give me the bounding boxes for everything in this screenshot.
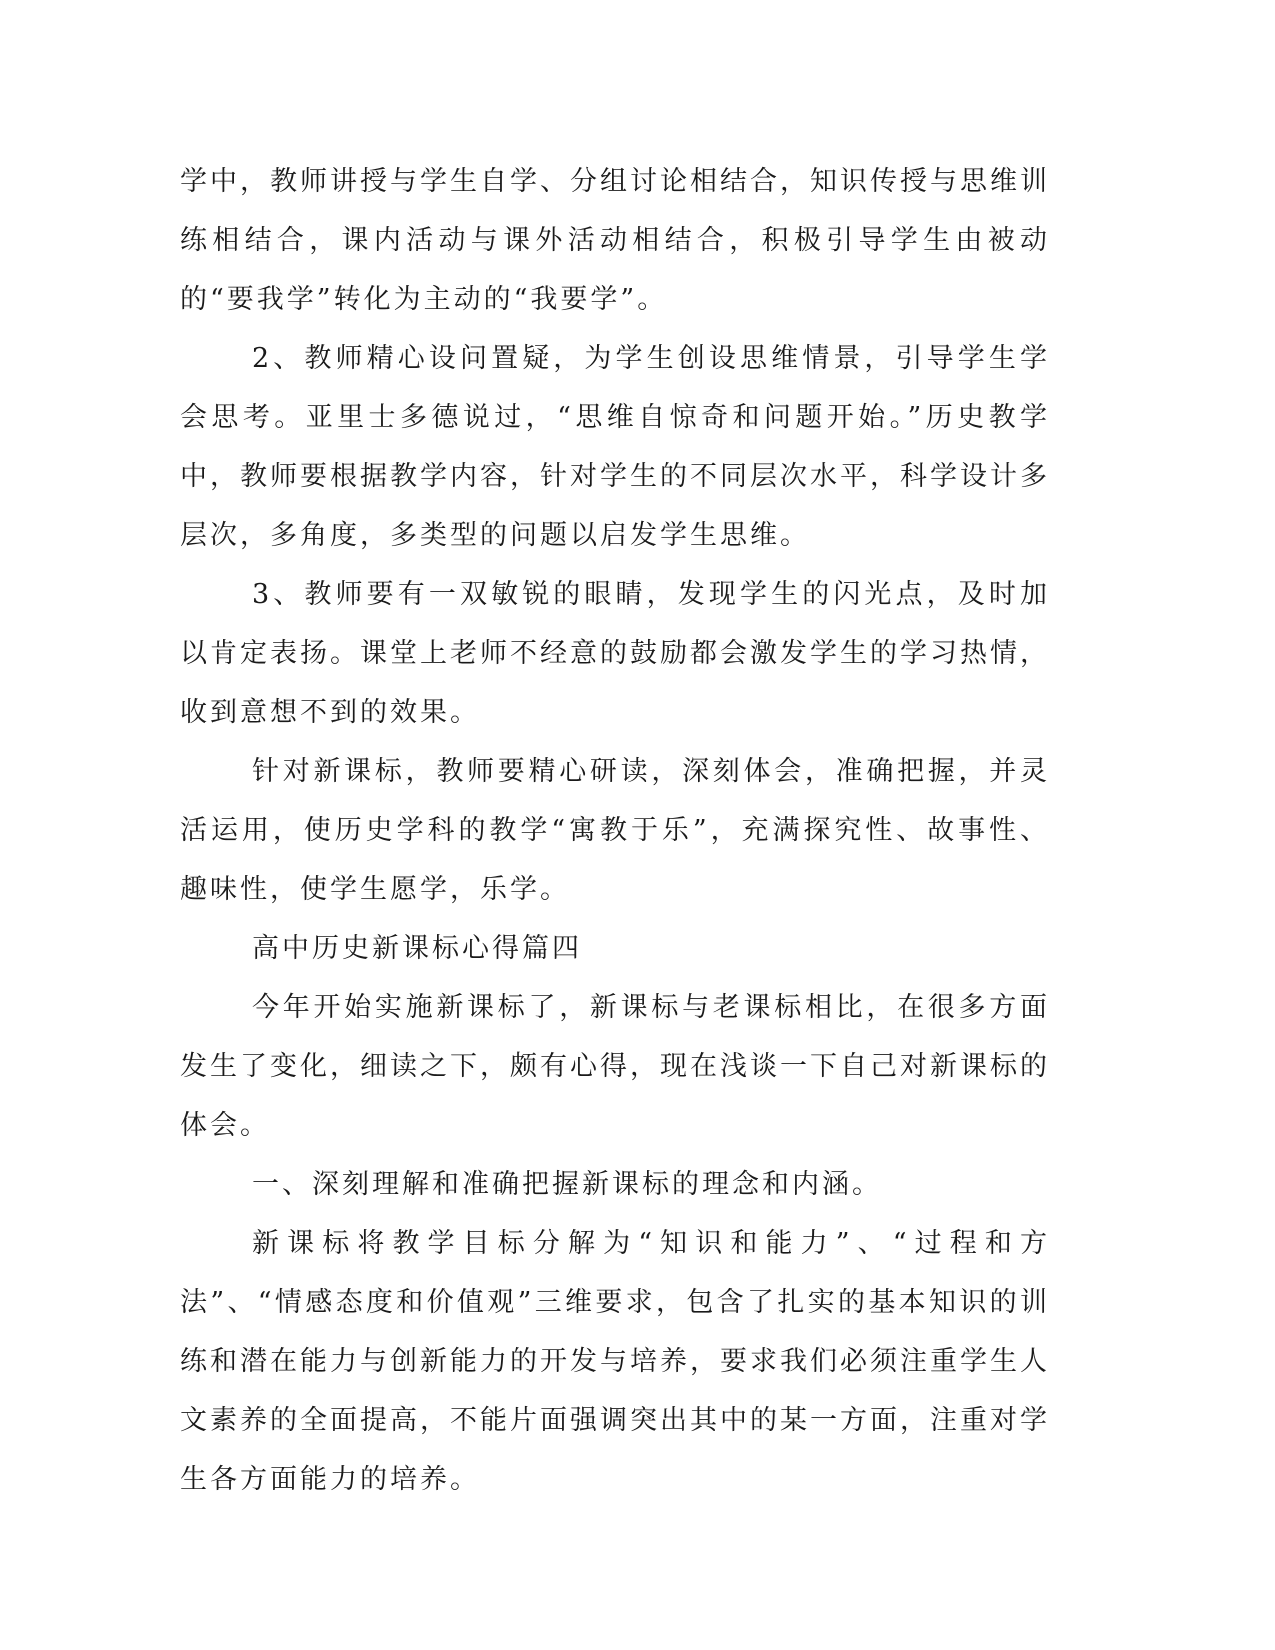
paragraph-continuation: 学中，教师讲授与学生自学、分组讨论相结合，知识传授与思维训练相结合，课内活动与课外活动相结合，积极引导学生由被动的“要我学”转化为主动的“我要学”。 [180,166,1050,315]
paragraph-point-2: 2、教师精心设问置疑，为学生创设思维情景，引导学生学会思考。亚里士多德说过，“思维自惊奇和问题开始。”历史教学中，教师要根据教学内容，针对学生的不同层次水平，科学设计多层次，多角度，多类型的问题以启发学生思维。 [180,343,1050,551]
paragraph-point-3: 3、教师要有一双敏锐的眼睛，发现学生的闪光点，及时加以肯定表扬。课堂上老师不经意的鼓励都会激发学生的学习热情，收到意想不到的效果。 [180,579,1050,728]
paragraph-intro: 今年开始实施新课标了，新课标与老课标相比，在很多方面发生了变化，细读之下，颇有心得，现在浅谈一下自己对新课标的体会。 [180,992,1050,1141]
paragraph-goals: 新课标将教学目标分解为“知识和能力”、“过程和方法”、“情感态度和价值观”三维要求，包含了扎实的基本知识的训练和潜在能力与创新能力的开发与培养，要求我们必须注重学生人文素养的全面提高，不能片面强调突出其中的某一方面，注重对学生各方面能力的培养。 [180,1228,1050,1495]
paragraph-subheading-1: 一、深刻理解和准确把握新课标的理念和内涵。 [252,1169,882,1200]
paragraph-conclusion: 针对新课标，教师要精心研读，深刻体会，准确把握，并灵活运用，使历史学科的教学“寓教于乐”，充满探究性、故事性、趣味性，使学生愿学，乐学。 [180,756,1050,905]
body-text [180,152,1050,1509]
section-heading: 高中历史新课标心得篇四 [252,933,582,964]
